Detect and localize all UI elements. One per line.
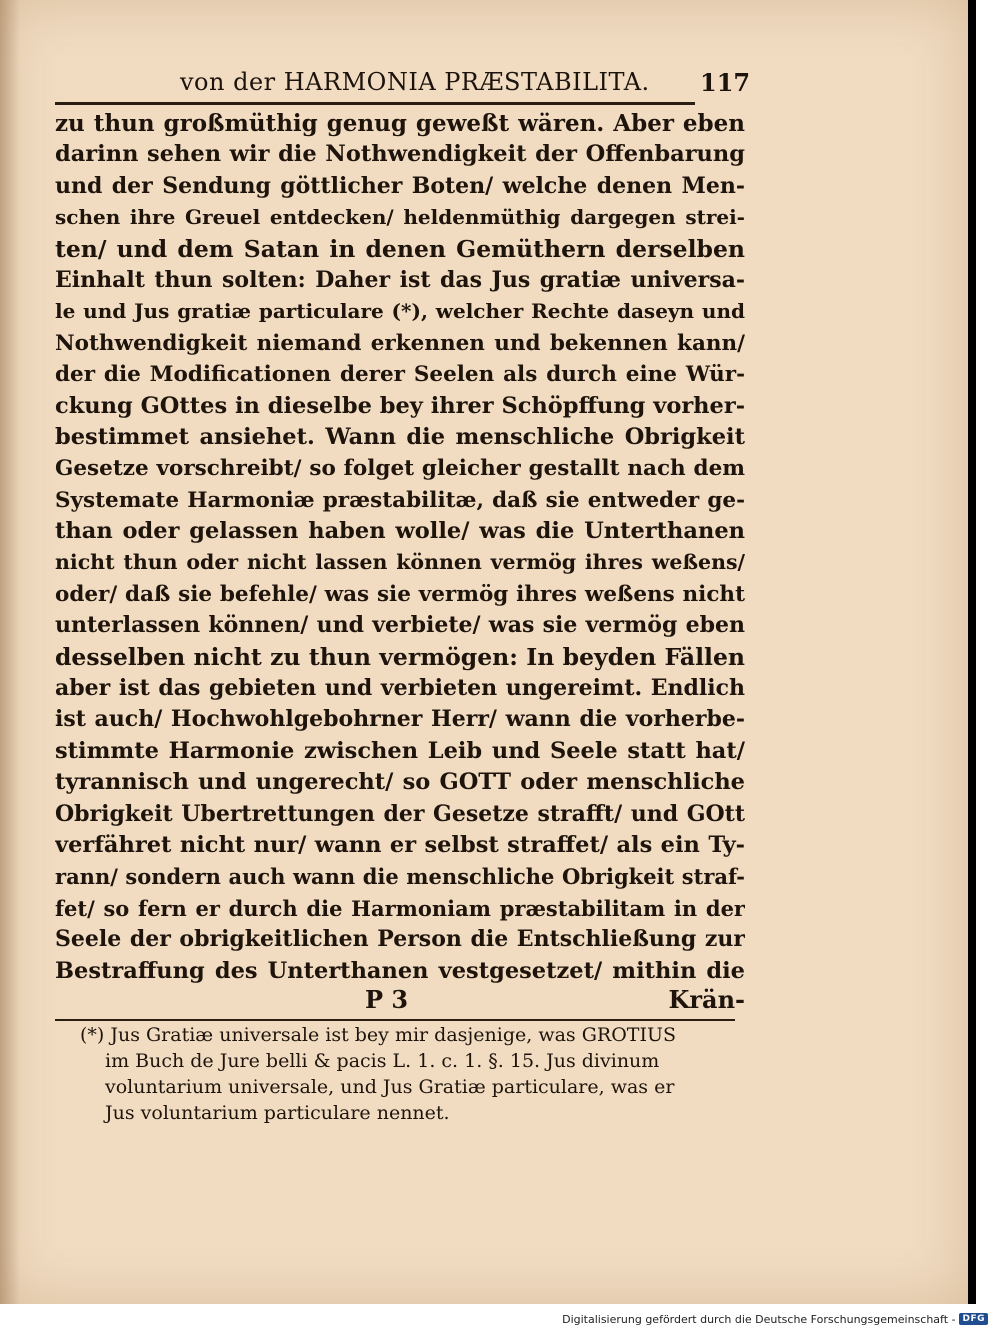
text-line: Bestraffung des Unterthanen vestgesetzet/ mithin die [55, 957, 745, 984]
text-line: bestimmet ansiehet. Wann die menschliche Obrigkeit [55, 423, 745, 450]
text-line: schen ihre Greuel entdecken/ heldenmüthig dargegen strei- [55, 205, 745, 230]
text-line: aber ist das gebieten und verbieten ungereimt. Endlich [55, 675, 745, 702]
page-number: 117 [700, 68, 751, 97]
credit-text: Digitalisierung gefördert durch die Deutsche Forschungsgemeinschaft - [562, 1312, 956, 1326]
dfg-logo-icon: DFG [959, 1313, 988, 1325]
text-line: ten/ und dem Satan in denen Gemüthern derselben [55, 234, 745, 263]
text-line: desselben nicht zu thun vermögen: In beyden Fällen [55, 642, 745, 671]
text-line: oder/ daß sie befehle/ was sie vermög ihres weßens nicht [55, 581, 745, 607]
text-line: verfähret nicht nur/ wann er selbst straffet/ als ein Ty- [55, 831, 745, 858]
text-line: Nothwendigkeit niemand erkennen und bekennen kann/ [55, 330, 745, 356]
footnote-line: Jus voluntarium particulare nennet. [105, 1102, 450, 1124]
signature-mark: P 3 [365, 985, 409, 1014]
text-line: Gesetze vorschreibt/ so folget gleicher gestallt nach dem [55, 456, 745, 482]
text-line: und der Sendung göttlicher Boten/ welche denen Men- [55, 172, 745, 199]
text-line: unterlassen können/ und verbiete/ was sie vermög eben [55, 612, 745, 639]
text-line: nicht thun oder nicht lassen können vermög ihres weßens/ [55, 550, 745, 575]
digitization-credit [562, 1311, 988, 1327]
page-header [55, 58, 751, 102]
text-line: ckung GOttes in dieselbe bey ihrer Schöpffung vorher- [55, 392, 745, 419]
body-text [55, 108, 745, 987]
text-line: Seele der obrigkeitlichen Person die Entschließung zur [55, 926, 745, 953]
text-line: der die Modificationen derer Seelen als durch eine Wür- [55, 362, 745, 388]
text-line: Obrigkeit Ubertrettungen der Gesetze strafft/ und GOtt [55, 800, 745, 827]
catchword: Krän- [668, 985, 745, 1014]
text-line: zu thun großmüthig genug geweßt wären. Aber eben [55, 110, 745, 137]
text-line: tyrannisch und ungerecht/ so GOTT oder menschliche [55, 769, 745, 796]
footnote-line: (*) Jus Gratiæ universale ist bey mir dasjenige, was GROTIUS [80, 1024, 676, 1046]
footnote-line: im Buch de Jure belli & pacis L. 1. c. 1. §. 15. Jus divinum [105, 1050, 660, 1072]
text-line: le und Jus gratiæ particulare (*), welcher Rechte daseyn und [55, 299, 745, 324]
text-line: stimmte Harmonie zwischen Leib und Seele statt hat/ [55, 737, 745, 764]
text-line: rann/ sondern auch wann die menschliche Obrigkeit straf- [55, 864, 745, 890]
catchline [55, 985, 745, 1015]
footnote-rule [55, 1019, 735, 1021]
footnote-line: voluntarium universale, und Jus Gratiæ particulare, was er [105, 1076, 675, 1098]
text-line: darinn sehen wir die Nothwendigkeit der Offenbarung [55, 141, 745, 168]
text-line: fet/ so fern er durch die Harmoniam præstabilitam in der [55, 895, 745, 921]
text-line: than oder gelassen haben wolle/ was die Unterthanen [55, 518, 745, 545]
text-line: Systemate Harmoniæ præstabilitæ, daß sie entweder ge- [55, 487, 745, 513]
running-title: von der HARMONIA PRÆSTABILITA. [180, 68, 650, 96]
header-rule [55, 102, 695, 105]
text-line: ist auch/ Hochwohlgebohrner Herr/ wann die vorherbe- [55, 706, 745, 733]
footnotes [80, 1022, 740, 1126]
text-line: Einhalt thun solten: Daher ist das Jus gratiæ universa- [55, 266, 745, 293]
